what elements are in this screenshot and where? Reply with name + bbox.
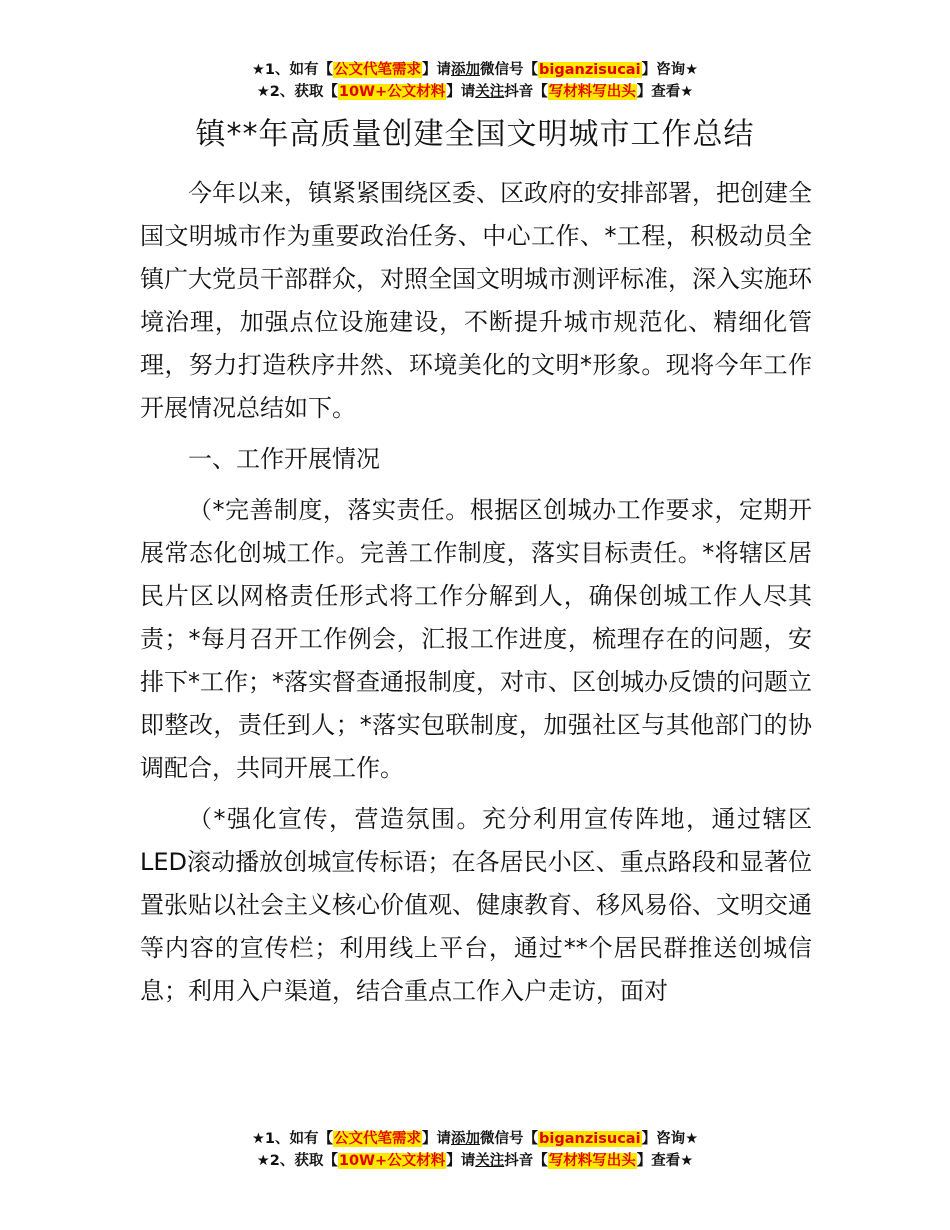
promo-line-2 (0, 1150, 950, 1172)
promo-highlight: biganzisucai (539, 1131, 641, 1147)
promo-line-2 (0, 81, 950, 103)
promo-text: 】查看★ (636, 1153, 694, 1169)
promo-text: 】查看★ (636, 84, 694, 100)
promo-highlight: biganzisucai (539, 62, 641, 78)
promo-text: ★1、如有【 (251, 62, 334, 78)
promo-highlight: 写材料写出头 (548, 84, 636, 100)
promo-text: 抖音【 (504, 1153, 548, 1169)
promo-text: ★2、获取【 (256, 1153, 338, 1169)
promo-underline: 添加 (451, 1131, 481, 1147)
promo-underline: 添加 (451, 62, 481, 78)
promo-text: 微信号【 (480, 62, 539, 78)
promo-highlight: 公文代笔需求 (334, 62, 422, 78)
section-heading: 一、工作开展情况 (188, 445, 380, 473)
promo-text: ★2、获取【 (256, 84, 338, 100)
promo-line-1 (0, 1128, 950, 1150)
body-paragraph: （*完善制度，落实责任。根据区创城办工作要求，定期开展常态化创城工作。完善工作制度，落实目标责任。*将辖区居民片区以网格责任形式将工作分解到人，确保创城工作人尽其责；*每月召开工作例会，汇报工作进度，梳理存在的问题，安排下*工作；*落实督查通报制度，对市、区创城办反馈的问题立即整改，责任到人；*落实包联制度，加强社区与其他部门的协调配合，共同开展工作。 (140, 496, 812, 782)
promo-text: 】请 (422, 62, 452, 78)
promo-banner-bottom (0, 1128, 950, 1172)
promo-highlight: 公文代笔需求 (334, 1131, 422, 1147)
promo-highlight: 写材料写出头 (548, 1153, 636, 1169)
document-body (140, 172, 812, 1021)
promo-text: 】请 (446, 84, 476, 100)
promo-highlight: 10W+公文材料 (338, 84, 446, 100)
promo-text: 】请 (422, 1131, 452, 1147)
promo-underline: 关注 (475, 1153, 505, 1169)
promo-text: 抖音【 (504, 84, 548, 100)
promo-text: 】咨询★ (641, 62, 699, 78)
promo-line-1 (0, 59, 950, 81)
promo-highlight: 10W+公文材料 (338, 1153, 446, 1169)
promo-banner-top (0, 59, 950, 103)
document-title: 镇**年高质量创建全国文明城市工作总结 (195, 117, 755, 152)
promo-text: 微信号【 (480, 1131, 539, 1147)
promo-text: 】请 (446, 1153, 476, 1169)
promo-text: ★1、如有【 (251, 1131, 334, 1147)
intro-paragraph: 今年以来，镇紧紧围绕区委、区政府的安排部署，把创建全国文明城市作为重要政治任务、中心工作、*工程，积极动员全镇广大党员干部群众，对照全国文明城市测评标准，深入实施环境治理，加强点位设施建设，不断提升城市规范化、精细化管理，努力打造秩序井然、环境美化的文明*形象。现将今年工作开展情况总结如下。 (140, 179, 812, 422)
promo-text: 】咨询★ (641, 1131, 699, 1147)
body-paragraph: （*强化宣传，营造氛围。充分利用宣传阵地，通过辖区LED滚动播放创城宣传标语；在各居民小区、重点路段和显著位置张贴以社会主义核心价值观、健康教育、移风易俗、文明交通等内容的宣传栏；利用线上平台，通过**个居民群推送创城信息；利用入户渠道，结合重点工作入户走访，面对 (140, 805, 812, 1005)
promo-underline: 关注 (475, 84, 505, 100)
